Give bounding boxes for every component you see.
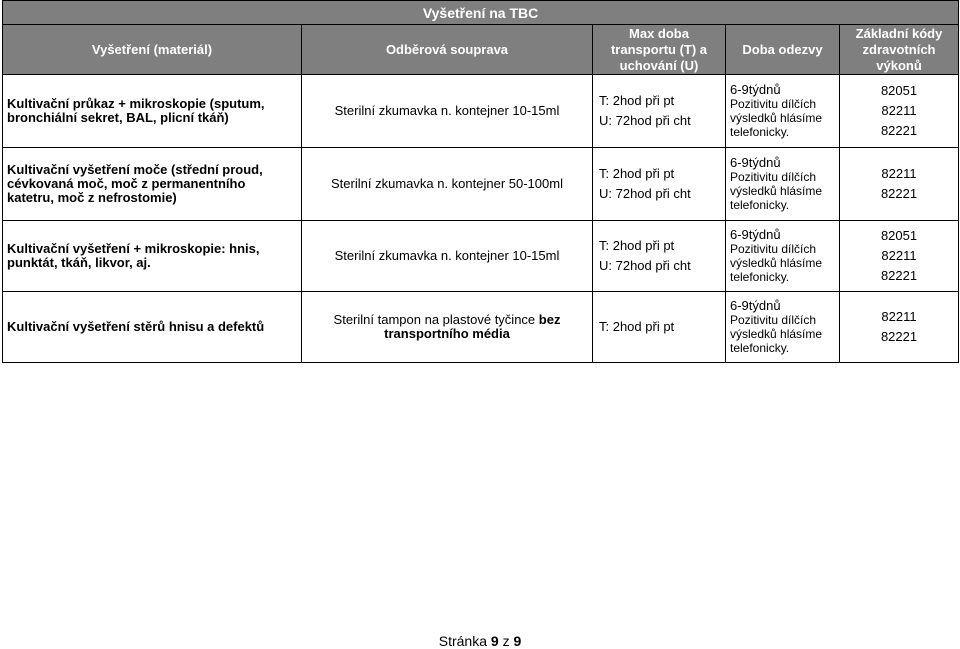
- header-transport: Max doba transportu (T) a uchování (U): [593, 25, 726, 75]
- kit-text: Sterilní zkumavka n. kontejner 50-100ml: [331, 176, 563, 191]
- response-line: výsledků hlásíme: [730, 111, 823, 125]
- kit-text: Sterilní zkumavka n. kontejner 10-15ml: [334, 248, 560, 263]
- transport-line: U: 72hod při cht: [599, 186, 691, 201]
- table-row: [3, 75, 959, 148]
- response-cell: [726, 221, 840, 292]
- transport-cell: [593, 75, 726, 148]
- kit-text-bold: bez: [538, 312, 561, 327]
- response-line: výsledků hlásíme: [730, 327, 823, 341]
- kit-text: Sterilní tampon na plastové tyčince: [333, 312, 536, 327]
- response-line: telefonicky.: [730, 270, 790, 284]
- response-line: Pozitivitu dílčích: [730, 242, 817, 256]
- response-line: 6-9týdnů: [730, 298, 781, 313]
- codes-cell: [840, 292, 959, 363]
- transport-line: T: 2hod při pt: [599, 319, 675, 334]
- response-line: Pozitivitu dílčích: [730, 170, 817, 184]
- kit-cell: [302, 75, 593, 148]
- response-line: Pozitivitu dílčích: [730, 313, 817, 327]
- code: 82221: [880, 329, 918, 344]
- header-kit: Odběrová souprava: [302, 25, 593, 75]
- response-line: 6-9týdnů: [730, 155, 781, 170]
- response-line: 6-9týdnů: [730, 227, 781, 242]
- material-cell: [3, 75, 302, 148]
- table-row: [3, 292, 959, 363]
- transport-cell: [593, 292, 726, 363]
- footer-prefix: Stránka: [438, 633, 487, 649]
- footer-separator: z: [502, 633, 510, 649]
- response-line: telefonicky.: [730, 341, 790, 355]
- material-line: katetru, moč z nefrostomie): [7, 190, 177, 205]
- code: 82211: [881, 248, 917, 263]
- code: 82211: [881, 166, 917, 181]
- footer-page-total: 9: [513, 633, 522, 649]
- response-line: výsledků hlásíme: [730, 184, 823, 198]
- material-cell: [3, 221, 302, 292]
- code: 82221: [880, 268, 918, 283]
- transport-line: T: 2hod při pt: [599, 166, 675, 181]
- transport-line: T: 2hod při pt: [599, 93, 675, 108]
- transport-cell: [593, 221, 726, 292]
- kit-cell: [302, 221, 593, 292]
- transport-cell: [593, 148, 726, 221]
- transport-line: T: 2hod při pt: [599, 238, 675, 253]
- header-material: Vyšetření (materiál): [3, 25, 302, 75]
- material-line: Kultivační průkaz + mikroskopie (sputum,: [7, 96, 265, 111]
- code: 82221: [880, 123, 918, 138]
- code: 82211: [881, 309, 917, 324]
- material-cell: [3, 148, 302, 221]
- kit-text-bold: transportního média: [384, 326, 510, 341]
- transport-line: U: 72hod při cht: [599, 113, 691, 128]
- code: 82051: [880, 83, 918, 98]
- codes-cell: [840, 75, 959, 148]
- response-line: telefonicky.: [730, 198, 790, 212]
- header-codes: Základní kódy zdravotních výkonů: [840, 25, 959, 75]
- material-line: Kultivační vyšetření moče (střední proud,: [7, 162, 263, 177]
- page-footer: [0, 633, 960, 649]
- material-line: punktát, tkáň, likvor, aj.: [7, 255, 151, 270]
- material-line: cévkovaná moč, moč z permanentního: [7, 176, 246, 191]
- header-row: [3, 25, 959, 75]
- kit-cell: [302, 148, 593, 221]
- table-banner: Vyšetření na TBC: [3, 1, 959, 25]
- code: 82051: [880, 228, 918, 243]
- material-line: bronchiální sekret, BAL, plicní tkáň): [7, 110, 229, 125]
- response-line: 6-9týdnů: [730, 82, 781, 97]
- transport-line: U: 72hod při cht: [599, 258, 691, 273]
- table-row: [3, 148, 959, 221]
- response-cell: [726, 148, 840, 221]
- response-cell: [726, 292, 840, 363]
- material-line: Kultivační vyšetření stěrů hnisu a defektů: [7, 319, 265, 334]
- kit-cell: [302, 292, 593, 363]
- tbc-table: [2, 0, 959, 363]
- response-line: výsledků hlásíme: [730, 256, 823, 270]
- material-cell: [3, 292, 302, 363]
- kit-text: Sterilní zkumavka n. kontejner 10-15ml: [334, 103, 560, 118]
- footer-page-number: 9: [490, 633, 499, 649]
- code: 82211: [881, 103, 917, 118]
- banner-row: [3, 1, 959, 25]
- response-line: telefonicky.: [730, 125, 790, 139]
- material-line: Kultivační vyšetření + mikroskopie: hnis,: [7, 241, 260, 256]
- table-row: [3, 221, 959, 292]
- response-cell: [726, 75, 840, 148]
- codes-cell: [840, 221, 959, 292]
- code: 82221: [880, 186, 918, 201]
- response-line: Pozitivitu dílčích: [730, 97, 817, 111]
- codes-cell: [840, 148, 959, 221]
- header-response: Doba odezvy: [726, 25, 840, 75]
